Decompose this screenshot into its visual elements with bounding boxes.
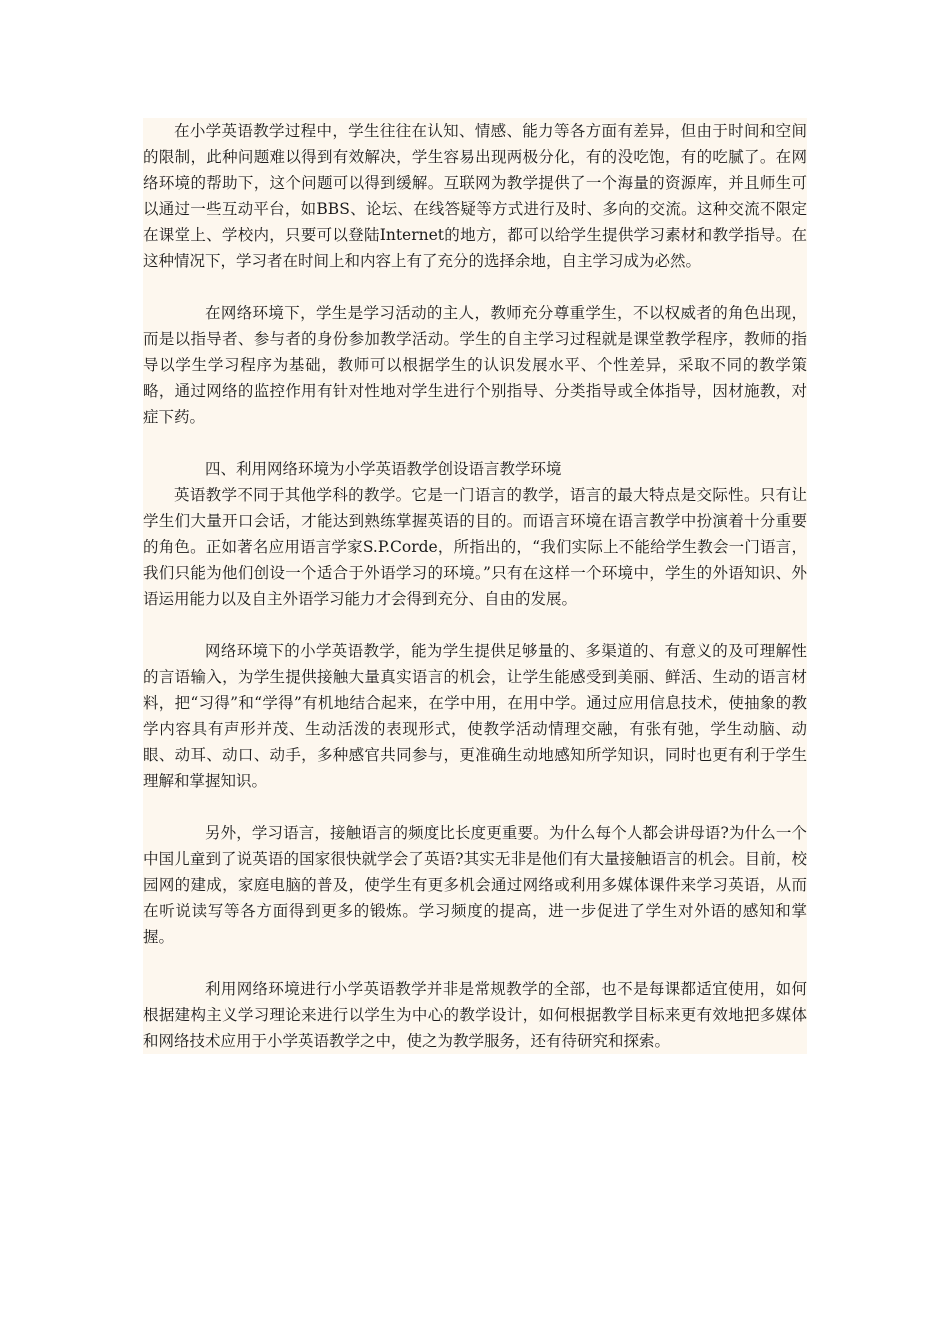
paragraph-gap <box>143 950 807 976</box>
paragraph-6: 利用网络环境进行小学英语教学并非是常规教学的全部，也不是每课都适宜使用，如何根据建构主义学习理论来进行以学生为中心的教学设计，如何根据教学目标来更有效地把多媒体和网络技术应用于小学英语教学之中，使之为教学服务，还有待研究和探索。 <box>143 980 807 1050</box>
paragraph-5: 另外，学习语言，接触语言的频度比长度更重要。为什么每个人都会讲母语?为什么一个中国儿童到了说英语的国家很快就学会了英语?其实无非是他们有大量接触语言的机会。目前，校园网的建成，家庭电脑的普及，使学生有更多机会通过网络或利用多媒体课件来学习英语，从而在听说读写等各方面得到更多的锻炼。学习频度的提高，进一步促进了学生对外语的感知和掌握。 <box>143 824 807 946</box>
paragraph-4: 网络环境下的小学英语教学，能为学生提供足够量的、多渠道的、有意义的及可理解性的言语输入，为学生提供接触大量真实语言的机会，让学生能感受到美丽、鲜活、生动的语言材料，把“习得”和“学得”有机地结合起来，在学中用，在用中学。通过应用信息技术，使抽象的教学内容具有声形并茂、生动活泼的表现形式，使教学活动情理交融，有张有弛，学生动脑、动眼、动耳、动口、动手，多种感官共同参与，更准确生动地感知所学知识，同时也更有利于学生理解和掌握知识。 <box>143 642 807 790</box>
paragraph-2: 在网络环境下，学生是学习活动的主人，教师充分尊重学生，不以权威者的角色出现，而是以指导者、参与者的身份参加教学活动。学生的自主学习过程就是课堂教学程序，教师的指导以学生学习程序为基础，教师可以根据学生的认识发展水平、个性差异，采取不同的教学策略，通过网络的监控作用有针对性地对学生进行个别指导、分类指导或全体指导，因材施教，对症下药。 <box>143 304 807 426</box>
paragraph-3: 英语教学不同于其他学科的教学。它是一门语言的教学，语言的最大特点是交际性。只有让学生们大量开口会话，才能达到熟练掌握英语的目的。而语言环境在语言教学中扮演着十分重要的角色。正如著名应用语言学家S.P.Corde，所指出的，“我们实际上不能给学生教会一门语言，我们只能为他们创设一个适合于外语学习的环境。”只有在这样一个环境中，学生的外语知识、外语运用能力以及自主外语学习能力才会得到充分、自由的发展。 <box>143 486 807 608</box>
document-body <box>143 118 807 1054</box>
paragraph-gap <box>143 274 807 300</box>
paragraph-gap <box>143 430 807 456</box>
paragraph-gap <box>143 612 807 638</box>
paragraph-gap <box>143 794 807 820</box>
paragraph-1: 在小学英语教学过程中，学生往往在认知、情感、能力等各方面有差异，但由于时间和空间的限制，此种问题难以得到有效解决，学生容易出现两极分化，有的没吃饱，有的吃腻了。在网络环境的帮助下，这个问题可以得到缓解。互联网为教学提供了一个海量的资源库，并且师生可以通过一些互动平台，如BBS、论坛、在线答疑等方式进行及时、多向的交流。这种交流不限定在课堂上、学校内，只要可以登陆Internet的地方，都可以给学生提供学习素材和教学指导。在这种情况下，学习者在时间上和内容上有了充分的选择余地，自主学习成为必然。 <box>143 122 807 270</box>
section-heading: 四、利用网络环境为小学英语教学创设语言教学环境 <box>205 460 562 478</box>
